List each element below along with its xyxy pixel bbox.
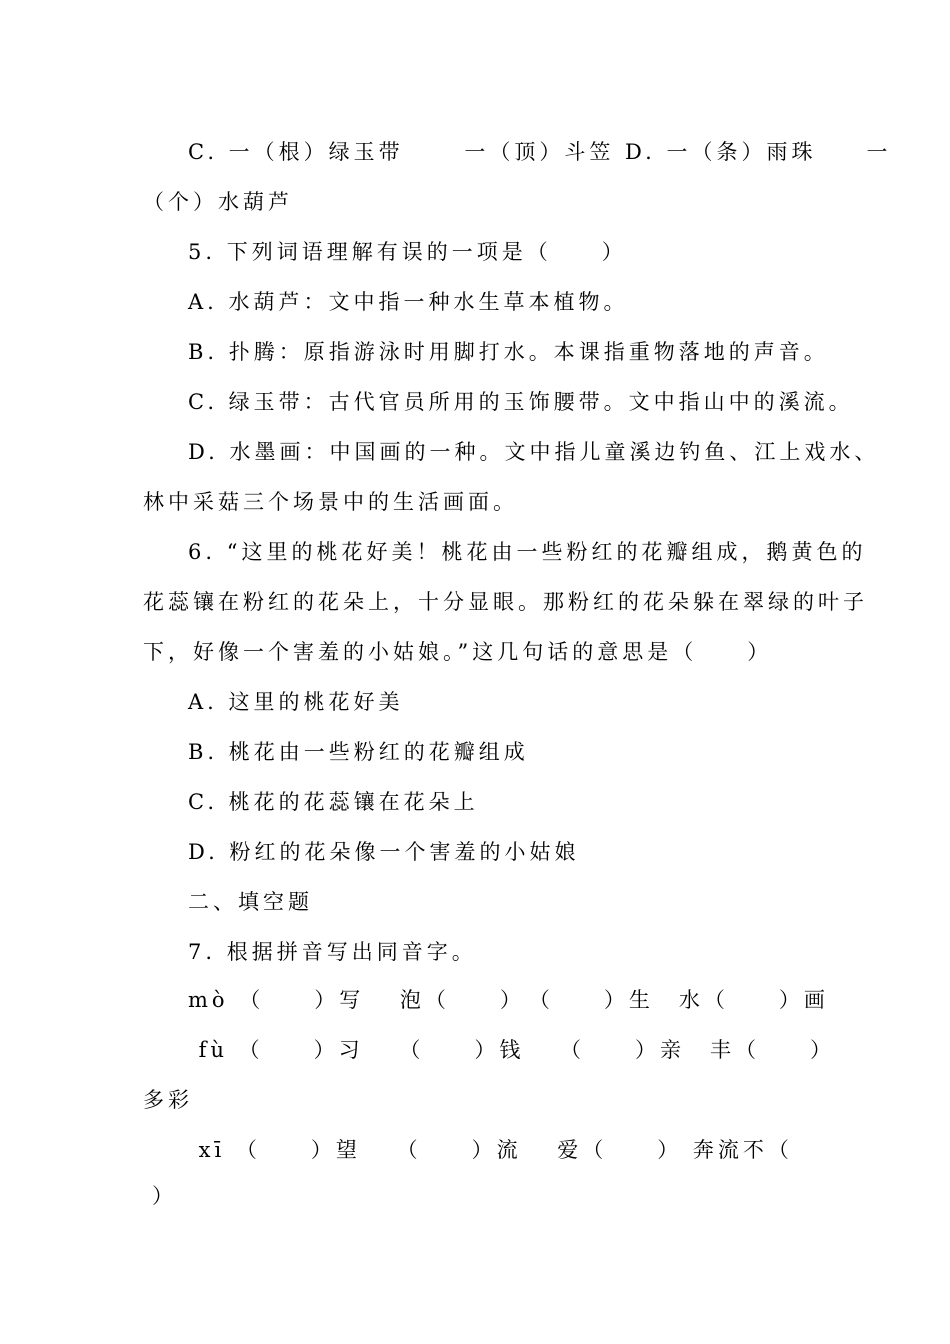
q6-option-b: B. 桃花由一些粉红的花瓣组成 [188, 740, 529, 764]
q7-row-xi-line2: ） [152, 1184, 177, 1208]
q7-row-xi-line1: xī （ ）望 （ ）流 爱（ ） 奔流不（ [188, 1138, 793, 1162]
q7-row-fu-line2: 多彩 [143, 1088, 193, 1112]
q5-option-b: B. 扑腾：原指游泳时用脚打水。本课指重物落地的声音。 [188, 340, 829, 364]
q7-row-mo: mò （ ）写 泡（ ） （ ）生 水（ ）画 [188, 988, 829, 1012]
q6-option-a: A. 这里的桃花好美 [188, 690, 404, 714]
q6-stem-line2: 花蕊镶在粉红的花朵上，十分显眼。那粉红的花朵躲在翠绿的叶子 [143, 590, 868, 614]
q4-options-cd-line2: （个）水葫芦 [143, 190, 293, 214]
q5-stem: 5. 下列词语理解有误的一项是（ ） [188, 240, 627, 264]
q7-stem: 7. 根据拼音写出同音字。 [188, 940, 477, 964]
q6-option-d: D. 粉红的花朵像一个害羞的小姑娘 [188, 840, 580, 864]
q6-option-c: C. 桃花的花蕊镶在花朵上 [188, 790, 479, 814]
q5-option-c: C. 绿玉带：古代官员所用的玉饰腰带。文中指山中的溪流。 [188, 390, 854, 414]
section-heading: 二、填空题 [188, 890, 313, 914]
q6-stem-line3: 下，好像一个害羞的小姑娘。”这几句话的意思是（ ） [143, 640, 773, 664]
q7-row-fu-line1: fù （ ）习 （ ）钱 （ ）亲 丰（ ） [188, 1038, 835, 1062]
q5-option-d-line1: D. 水墨画：中国画的一种。文中指儿童溪边钓鱼、江上戏水、 [188, 440, 880, 464]
q5-option-d-line2: 林中采菇三个场景中的生活画面。 [143, 490, 518, 514]
q6-stem-line1: 6. “这里的桃花好美！桃花由一些粉红的花瓣组成，鹅黄色的 [188, 540, 867, 564]
q4-options-cd-line1: C. 一（根）绿玉带 一（顶）斗笠 D. 一（条）雨珠 一 [188, 140, 892, 164]
q5-option-a: A. 水葫芦：文中指一种水生草本植物。 [188, 290, 629, 314]
